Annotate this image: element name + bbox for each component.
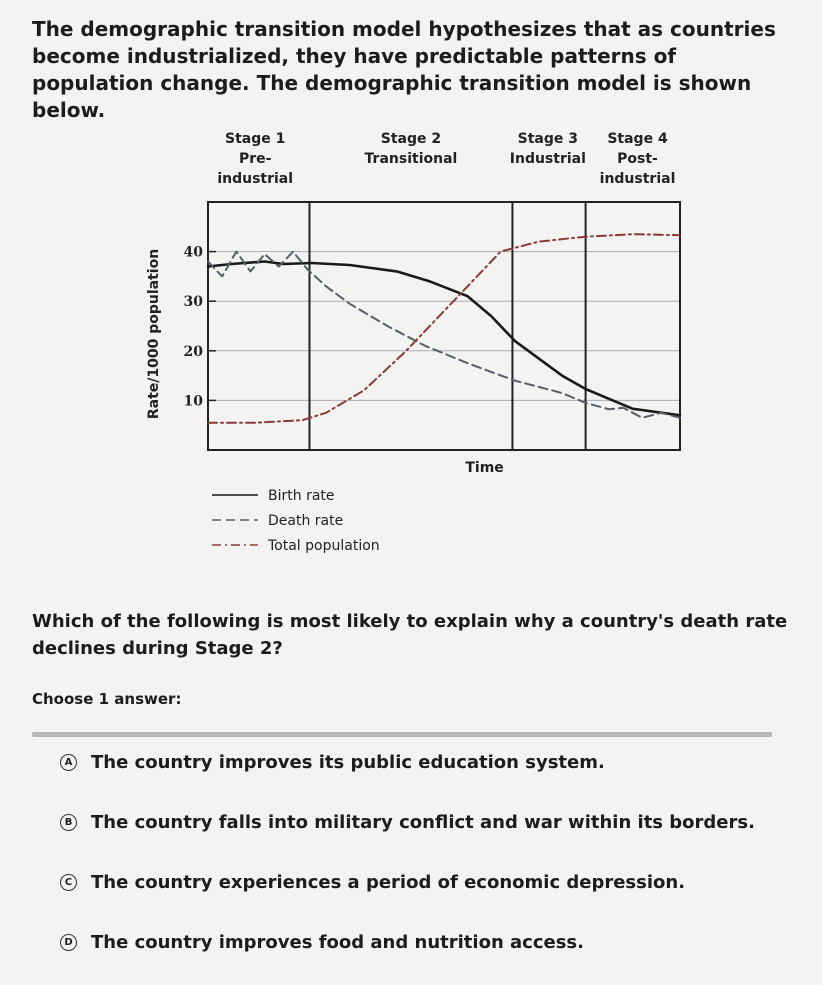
y-tick-label-30: 30 <box>183 294 203 311</box>
option-b-text: The country falls into military conflict and war within its borders. <box>91 811 755 833</box>
stage-4-label-line-3: industrial <box>599 171 676 187</box>
option-b-letter-icon: B <box>60 814 77 831</box>
chart-svg <box>140 120 720 560</box>
option-d[interactable] <box>60 926 790 958</box>
stage-2-label-line-2: Transitional <box>364 151 458 167</box>
stage-1-label-line-1: Stage 1 <box>225 131 286 147</box>
y-tick-label-40: 40 <box>183 244 203 261</box>
legend-label-2: Death rate <box>268 513 344 529</box>
demographic-transition-chart <box>140 120 720 560</box>
choose-label: Choose 1 answer: <box>32 690 182 708</box>
y-tick-label-10: 10 <box>183 393 203 410</box>
series-line-birth-rate <box>208 262 680 416</box>
stage-1-label-line-3: industrial <box>217 171 294 187</box>
stage-1-label-line-2: Pre- <box>238 151 272 167</box>
legend-label-1: Birth rate <box>268 488 335 504</box>
question-text: Which of the following is most likely to explain why a country's death rate declines during Stage 2? <box>32 611 788 659</box>
stage-4-label-line-2: Post- <box>617 151 658 167</box>
option-c-text: The country experiences a period of economic depression. <box>91 871 686 893</box>
x-axis-title: Time <box>465 460 504 476</box>
option-d-letter-icon: D <box>60 934 77 951</box>
option-a-text: The country improves its public education system. <box>91 751 605 773</box>
option-c-letter-icon: C <box>60 874 77 891</box>
plot-frame <box>208 202 680 450</box>
option-d-text: The country improves food and nutrition access. <box>91 931 584 953</box>
option-a[interactable] <box>60 746 790 778</box>
stage-3-label-line-2: Industrial <box>509 151 586 167</box>
divider <box>32 732 772 737</box>
stage-2-label-line-1: Stage 2 <box>380 131 442 147</box>
option-a-letter-icon: A <box>60 754 77 771</box>
intro-text: The demographic transition model hypothesizes that as countries become industrialized, they have predictable patterns of population change. The demographic transition model is shown below. <box>32 17 776 122</box>
legend-label-3: Total population <box>268 538 380 554</box>
option-b[interactable] <box>60 806 790 838</box>
series-line-death-rate <box>208 252 680 418</box>
option-c[interactable] <box>60 866 790 898</box>
y-axis-title: Rate/1000 population <box>146 248 162 420</box>
stage-4-label-line-1: Stage 4 <box>607 131 668 147</box>
stage-3-label-line-1: Stage 3 <box>517 131 579 147</box>
y-tick-label-20: 20 <box>183 343 203 360</box>
